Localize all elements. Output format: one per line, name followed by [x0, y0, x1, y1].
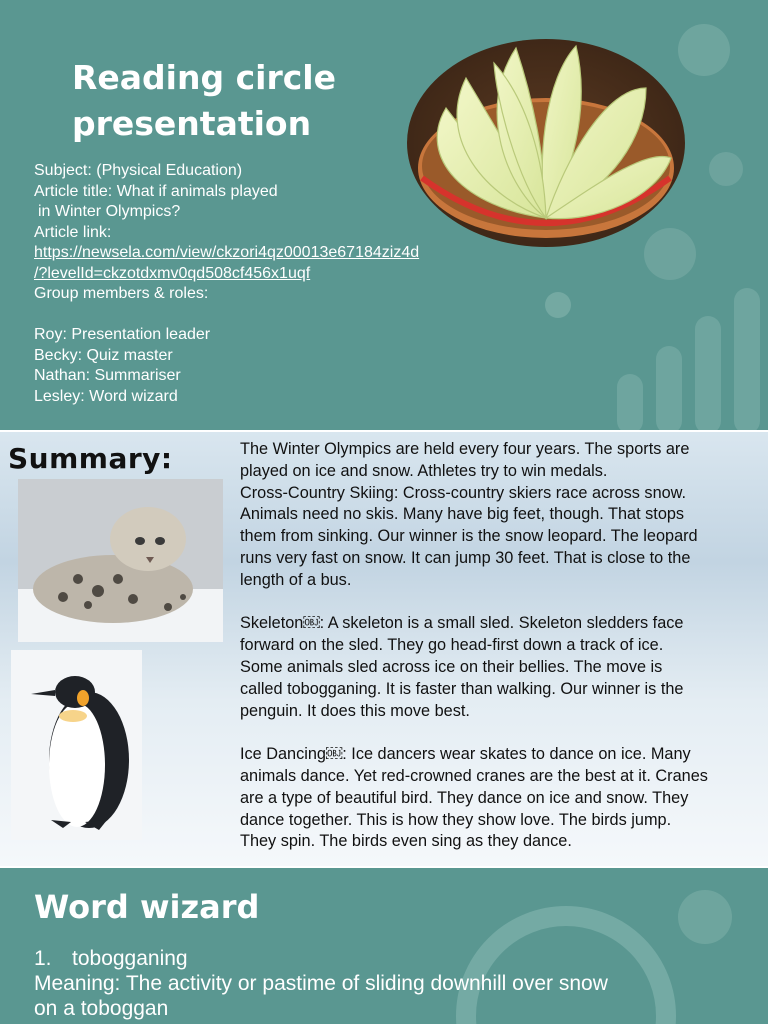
- vocab-meaning: Meaning: The activity or pastime of sliding downhill over snow: [34, 972, 608, 995]
- summary-line: Animals need no skis. Many have big feet, though. That stops: [240, 505, 685, 524]
- summary-line: are a type of beautiful bird. They dance on ice and snow. They: [240, 788, 689, 807]
- decor-bar: [734, 288, 760, 430]
- summary-line: penguin. It does this move best.: [240, 701, 470, 720]
- member-role: Lesley: Word wizard: [34, 387, 178, 405]
- decor-bar: [656, 346, 682, 430]
- summary-line: Some animals sled across ice on their bellies. The move is: [240, 657, 663, 676]
- article-link-label: Article link:: [34, 223, 112, 241]
- vocab-meaning: on a toboggan: [34, 997, 169, 1020]
- decor-circle: [709, 152, 743, 186]
- title-line: Reading circle: [72, 58, 336, 97]
- snow-leopard-image: [18, 479, 223, 642]
- summary-line: length of a bus.: [240, 570, 352, 589]
- member-role: Roy: Presentation leader: [34, 326, 211, 343]
- article-title-text: Article title: What if animals played: [34, 182, 278, 200]
- item-number: 1.: [34, 947, 52, 970]
- decor-circle: [678, 890, 732, 944]
- decor-bar: [695, 316, 721, 430]
- decor-circle: [545, 292, 571, 318]
- presentation-details: [34, 161, 419, 407]
- title-line: presentation: [72, 104, 312, 143]
- subject-text: Subject: (Physical Education): [34, 162, 243, 179]
- vocab-word: tobogganing: [72, 947, 188, 970]
- summary-line: The Winter Olympics are held every four years. The sports are: [240, 440, 690, 458]
- word-wizard-title: Word wizard: [34, 888, 260, 926]
- summary-line: dance together. This is how they show love. The birds jump.: [240, 810, 672, 829]
- group-members-label: Group members & roles:: [34, 285, 209, 302]
- paper-bowl-image: [406, 38, 686, 248]
- vocab-item: [34, 946, 608, 971]
- article-link[interactable]: /?levelId=ckzotdxmv0qd508cf456x1uqf: [34, 264, 311, 282]
- slide-word-wizard: [0, 868, 768, 1024]
- member-role: Nathan: Summariser: [34, 367, 181, 384]
- article-title-text: in Winter Olympics?: [38, 203, 181, 220]
- summary-line: Cross-Country Skiing: Cross-country skiers race across snow.: [240, 483, 687, 502]
- decor-bar: [617, 374, 643, 430]
- summary-body: [240, 439, 764, 853]
- penguin-image: [11, 650, 142, 840]
- word-wizard-body: [34, 946, 608, 1021]
- summary-line: them from sinking. Our winner is the snow leopard. The leopard: [240, 527, 698, 546]
- slide-reading-circle: [0, 0, 768, 430]
- summary-line: Skeleton￼: A skeleton is a small sled. Skeleton sledders face: [240, 614, 684, 633]
- article-link[interactable]: https://newsela.com/view/ckzori4qz00013e67184ziz4d: [34, 244, 420, 261]
- summary-line: animals dance. Yet red-crowned cranes are the best at it. Cranes: [240, 766, 708, 785]
- summary-line: played on ice and snow. Athletes try to win medals.: [240, 461, 608, 480]
- summary-line: called tobogganing. It is faster than walking. Our winner is the: [240, 679, 684, 698]
- member-role: Becky: Quiz master: [34, 346, 173, 364]
- slide-summary: [0, 432, 768, 866]
- summary-line: They spin. The birds even sing as they dance.: [240, 832, 572, 851]
- page-title: [72, 55, 336, 147]
- summary-line: forward on the sled. They go head-first down a track of ice.: [240, 636, 664, 655]
- summary-title: Summary:: [8, 442, 173, 475]
- summary-line: runs very fast on snow. It can jump 30 feet. That is close to the: [240, 548, 691, 567]
- summary-line: Ice Dancing￼: Ice dancers wear skates to dance on ice. Many: [240, 745, 691, 764]
